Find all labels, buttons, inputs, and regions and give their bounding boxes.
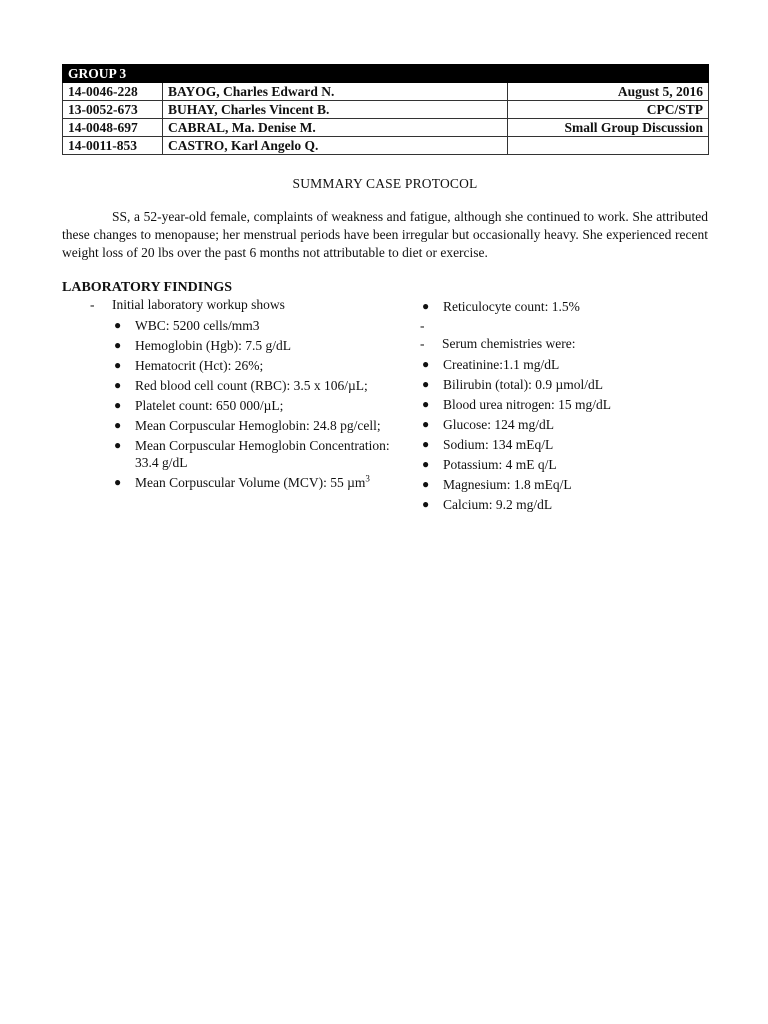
list-item: ● Reticulocyte count: 1.5% bbox=[422, 299, 580, 314]
lab-findings-heading: LABORATORY FINDINGS bbox=[62, 280, 232, 295]
case-summary-paragraph: SS, a 52-year-old female, complaints of weakness and fatigue, although she continued to work. She attributed these changes to menopause; her menstrual periods have been irregular but occasionally heavy. She experienced recent weight loss of 20 lbs over the past 6 months not attributable to diet or exercise. bbox=[62, 209, 708, 260]
reticulocyte-list bbox=[420, 298, 708, 315]
bullet-icon: ● bbox=[114, 475, 122, 489]
list-item: ● Platelet count: 650 000/µL; bbox=[114, 398, 284, 413]
list-item: ● WBC: 5200 cells/mm3 bbox=[114, 318, 260, 333]
student-name: CABRAL, Ma. Denise M. bbox=[163, 119, 508, 137]
list-item: ● Hemoglobin (Hgb): 7.5 g/dL bbox=[114, 338, 291, 353]
table-header-row bbox=[63, 65, 709, 83]
info-cell: Small Group Discussion bbox=[508, 119, 709, 137]
student-name: BAYOG, Charles Edward N. bbox=[163, 83, 508, 101]
student-id: 14-0011-853 bbox=[63, 137, 163, 155]
list-item: ● Mean Corpuscular Hemoglobin: 24.8 pg/cell; bbox=[114, 418, 381, 433]
table-row bbox=[63, 119, 709, 137]
student-id: 14-0046-228 bbox=[63, 83, 163, 101]
bullet-icon: ● bbox=[114, 398, 122, 412]
info-cell: CPC/STP bbox=[508, 101, 709, 119]
dash-marker: - bbox=[420, 318, 425, 333]
table-row bbox=[63, 101, 709, 119]
list-item: ● Potassium: 4 mE q/L bbox=[422, 457, 557, 472]
serum-chemistries-line bbox=[420, 335, 708, 353]
bullet-icon: ● bbox=[422, 357, 430, 371]
bullet-icon: ● bbox=[114, 378, 122, 392]
bullet-icon: ● bbox=[422, 299, 430, 313]
list-item: ● Hematocrit (Hct): 26%; bbox=[114, 358, 264, 373]
list-item: ● Red blood cell count (RBC): 3.5 x 106/µL; bbox=[114, 378, 368, 393]
serum-chemistries-label: Serum chemistries were: bbox=[442, 336, 576, 351]
group-label: GROUP 3 bbox=[63, 65, 709, 83]
info-cell: August 5, 2016 bbox=[508, 83, 709, 101]
info-cell bbox=[508, 137, 709, 155]
initial-workup-label: Initial laboratory workup shows bbox=[112, 297, 285, 312]
bullet-icon: ● bbox=[114, 438, 122, 452]
group-roster-table bbox=[62, 64, 709, 155]
bullet-icon: ● bbox=[422, 397, 430, 411]
list-item: ● Calcium: 9.2 mg/dL bbox=[422, 497, 553, 512]
list-item: ● Blood urea nitrogen: 15 mg/dL bbox=[422, 397, 611, 412]
student-name: CASTRO, Karl Angelo Q. bbox=[163, 137, 508, 155]
student-id: 13-0052-673 bbox=[63, 101, 163, 119]
document-title: SUMMARY CASE PROTOCOL bbox=[292, 176, 478, 191]
list-item: ● Mean Corpuscular Volume (MCV): 55 µm$^3$ bbox=[114, 473, 370, 490]
lab-findings-columns bbox=[62, 296, 708, 556]
initial-workup-line bbox=[62, 296, 402, 314]
right-column bbox=[420, 298, 708, 513]
bullet-icon: ● bbox=[422, 497, 430, 511]
bullet-icon: ● bbox=[114, 418, 122, 432]
list-item: ● Bilirubin (total): 0.9 µmol/dL bbox=[422, 377, 604, 392]
empty-dash-line bbox=[420, 317, 708, 335]
bullet-icon: ● bbox=[422, 417, 430, 431]
bullet-icon: ● bbox=[422, 437, 430, 451]
student-id: 14-0048-697 bbox=[63, 119, 163, 137]
initial-lab-list bbox=[62, 317, 402, 491]
list-item: ● Creatinine:1.1 mg/dL bbox=[422, 357, 560, 372]
list-item: ● Magnesium: 1.8 mEq/L bbox=[422, 477, 572, 492]
bullet-icon: ● bbox=[114, 338, 122, 352]
list-item: ● Mean Corpuscular Hemoglobin Concentration: 33.4 g/dL bbox=[114, 438, 390, 470]
serum-lab-list bbox=[420, 356, 708, 513]
dash-marker: - bbox=[90, 297, 95, 312]
bullet-icon: ● bbox=[422, 377, 430, 391]
document-page bbox=[62, 64, 708, 556]
bullet-icon: ● bbox=[422, 477, 430, 491]
table-row bbox=[63, 137, 709, 155]
superscript-cube: 3 bbox=[365, 473, 370, 484]
table-row bbox=[63, 83, 709, 101]
dash-marker: - bbox=[420, 336, 425, 351]
bullet-icon: ● bbox=[422, 457, 430, 471]
list-item: ● Glucose: 124 mg/dL bbox=[422, 417, 554, 432]
list-item: ● Sodium: 134 mEq/L bbox=[422, 437, 554, 452]
bullet-icon: ● bbox=[114, 318, 122, 332]
bullet-icon: ● bbox=[114, 358, 122, 372]
student-name: BUHAY, Charles Vincent B. bbox=[163, 101, 508, 119]
left-column bbox=[62, 296, 402, 491]
